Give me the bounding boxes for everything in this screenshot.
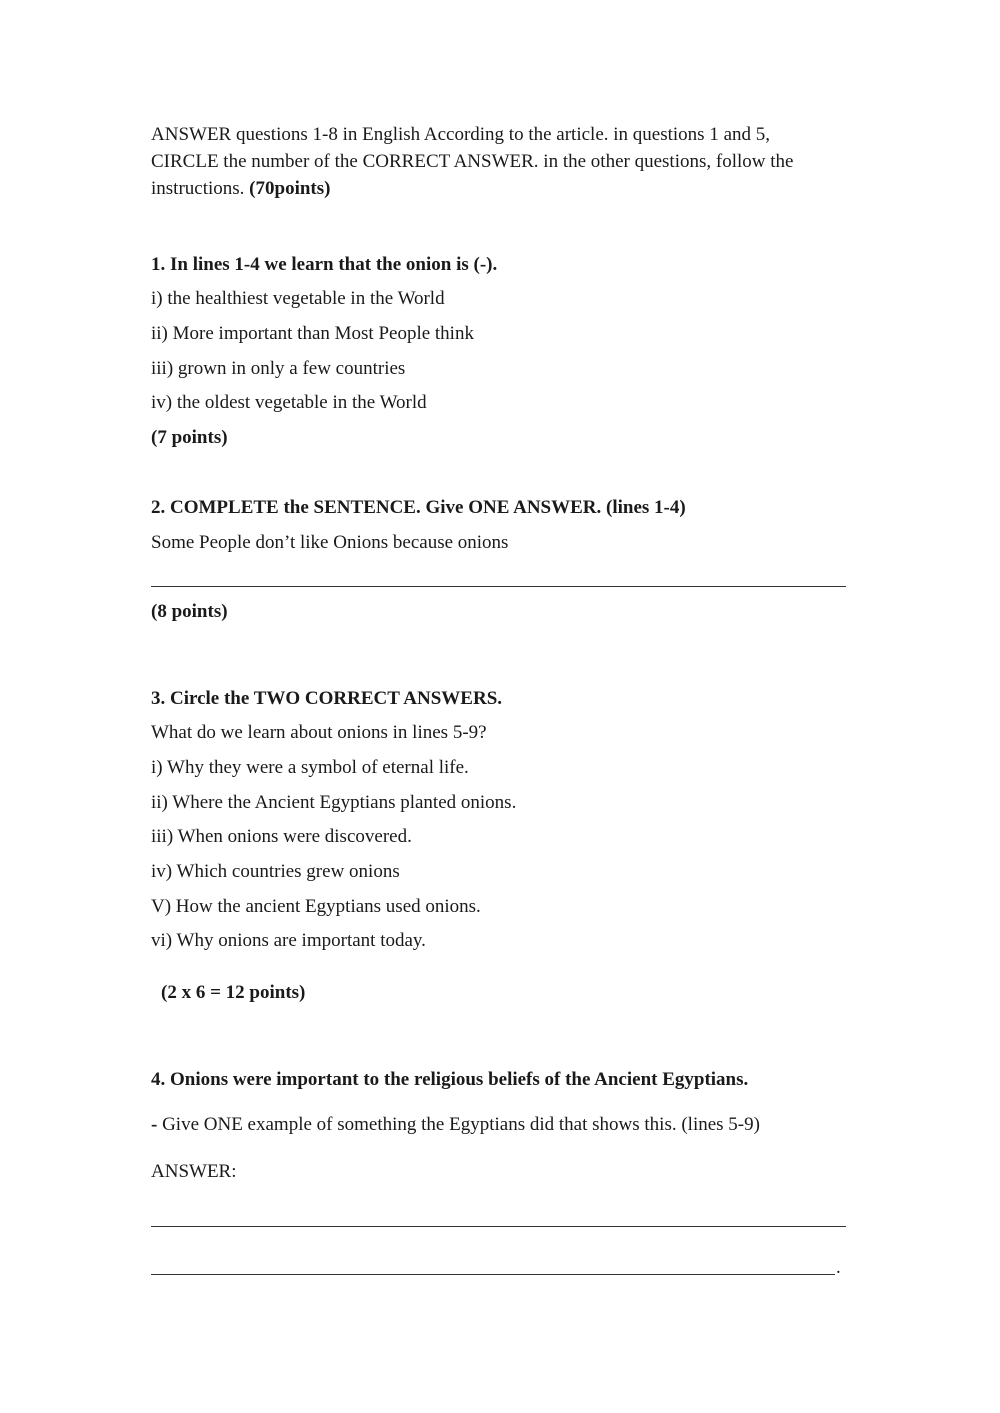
instructions-line-1: ANSWER questions 1-8 in English According to the article. in questions 1 and 5, [151, 124, 771, 145]
question-3-option-4[interactable]: iv) Which countries grew onions [151, 861, 400, 882]
question-4-dash: - [151, 1114, 163, 1135]
question-4-answer-line-2[interactable] [151, 1274, 835, 1275]
instructions-paragraph [151, 121, 851, 202]
question-1-option-2[interactable]: ii) More important than Most People think [151, 323, 474, 344]
question-4-title: 4. Onions were important to the religious beliefs of the Ancient Egyptians. [151, 1069, 749, 1090]
instructions-line-3-text: instructions. [151, 178, 250, 199]
question-3-option-6[interactable]: vi) Why onions are important today. [151, 930, 426, 951]
instructions-line-3 [151, 175, 851, 202]
question-3-points: (2 x 6 = 12 points) [161, 982, 306, 1003]
question-4-end-mark: . [836, 1257, 841, 1278]
question-1-option-3[interactable]: iii) grown in only a few countries [151, 358, 406, 379]
question-3-option-3[interactable]: iii) When onions were discovered. [151, 826, 412, 847]
question-3-title: 3. Circle the TWO CORRECT ANSWERS. [151, 688, 503, 709]
question-3-prompt: What do we learn about onions in lines 5-9? [151, 722, 487, 743]
question-1-points: (7 points) [151, 427, 228, 448]
question-3-option-5[interactable]: V) How the ancient Egyptians used onions. [151, 896, 481, 917]
question-3-option-2[interactable]: ii) Where the Ancient Egyptians planted onions. [151, 792, 517, 813]
question-4-prompt: Give ONE example of something the Egyptians did that shows this. (lines 5-9) [162, 1114, 760, 1135]
total-points: (70points) [249, 178, 331, 199]
question-1-option-4[interactable]: iv) the oldest vegetable in the World [151, 392, 427, 413]
question-3-option-1[interactable]: i) Why they were a symbol of eternal life. [151, 757, 469, 778]
question-1-option-1[interactable]: i) the healthiest vegetable in the World [151, 288, 445, 309]
question-4-answer-line-1[interactable] [151, 1226, 846, 1227]
question-4-prompt-line [151, 1114, 760, 1136]
question-1-title: 1. In lines 1-4 we learn that the onion is (-). [151, 254, 498, 275]
question-2-points: (8 points) [151, 601, 228, 622]
question-2-prompt: Some People don’t like Onions because onions [151, 532, 509, 553]
question-2-title: 2. COMPLETE the SENTENCE. Give ONE ANSWER. (lines 1-4) [151, 497, 686, 518]
question-4-answer-label: ANSWER: [151, 1161, 237, 1182]
question-2-answer-line[interactable] [151, 586, 846, 587]
instructions-line-2: CIRCLE the number of the CORRECT ANSWER. in the other questions, follow the [151, 151, 794, 172]
